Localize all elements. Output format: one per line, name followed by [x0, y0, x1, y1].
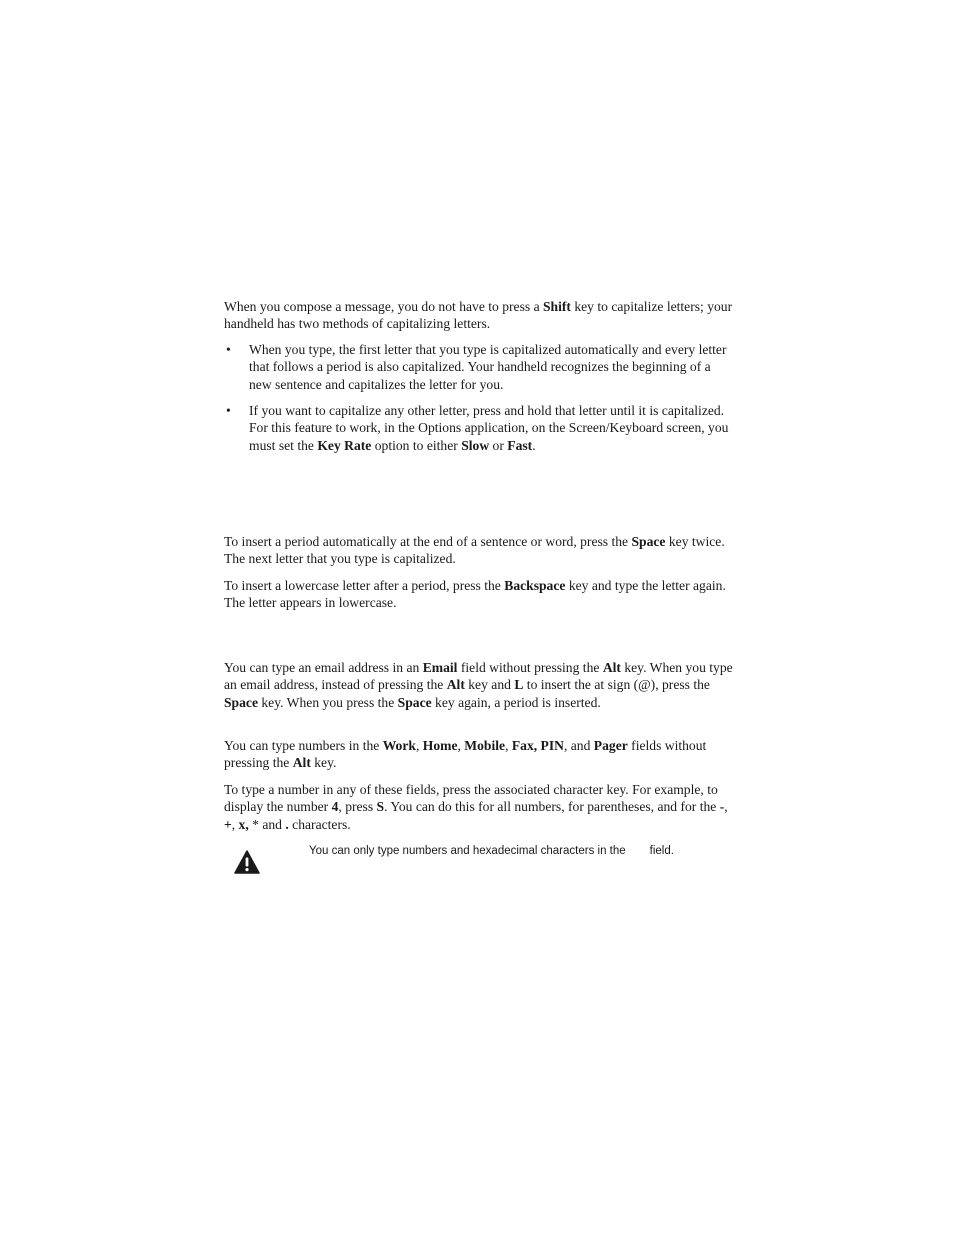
email-paragraph: You can type an email address in an Email field without pressing the Alt key. When you type an email address, instead of pressing the Alt key and L to insert the at sign (@), press the Space key. When you press the Space key again, a period is inserted.	[224, 660, 733, 710]
bullet-item-auto-capitalize: • When you type, the first letter that you type is capitalized automatically and every letter that follows a period is also capitalized. Your handheld recognizes the beginning of a new sentence and capitalizes the letter for you.	[226, 342, 727, 392]
period-paragraph-2: To insert a lowercase letter after a period, press the Backspace key and type the letter again. The letter appears in lowercase.	[224, 578, 726, 611]
numbers-paragraph: You can type numbers in the Work, Home, Mobile, Fax, PIN, and Pager fields without pressing the Alt key.	[224, 738, 707, 771]
intro-paragraph: When you compose a message, you do not have to press a Shift key to capitalize letters; your handheld has two methods of capitalizing letters.	[224, 299, 733, 332]
bullet-item-manual-capitalize: • If you want to capitalize any other letter, press and hold that letter until it is capitalized. For this feature to work, in the Options application, on the Screen/Keyboard screen, you must set the Key Rate option to either Slow or Fast.	[226, 403, 729, 453]
bullet-dot: •	[226, 342, 231, 357]
period-paragraph-1: To insert a period automatically at the end of a sentence or word, press the Space key twice. The next letter that you type is capitalized.	[224, 534, 725, 567]
warning-triangle-icon	[234, 850, 260, 874]
character-key-paragraph: To type a number in any of these fields, press the associated character key. For example, to display the number 4, press S. You can do this for all numbers, for parentheses, and for the -, +, x, * and . characters.	[224, 782, 728, 832]
bullet-dot: •	[226, 403, 231, 418]
warning-note: You can only type numbers and hexadecimal characters in the field.	[309, 845, 674, 857]
